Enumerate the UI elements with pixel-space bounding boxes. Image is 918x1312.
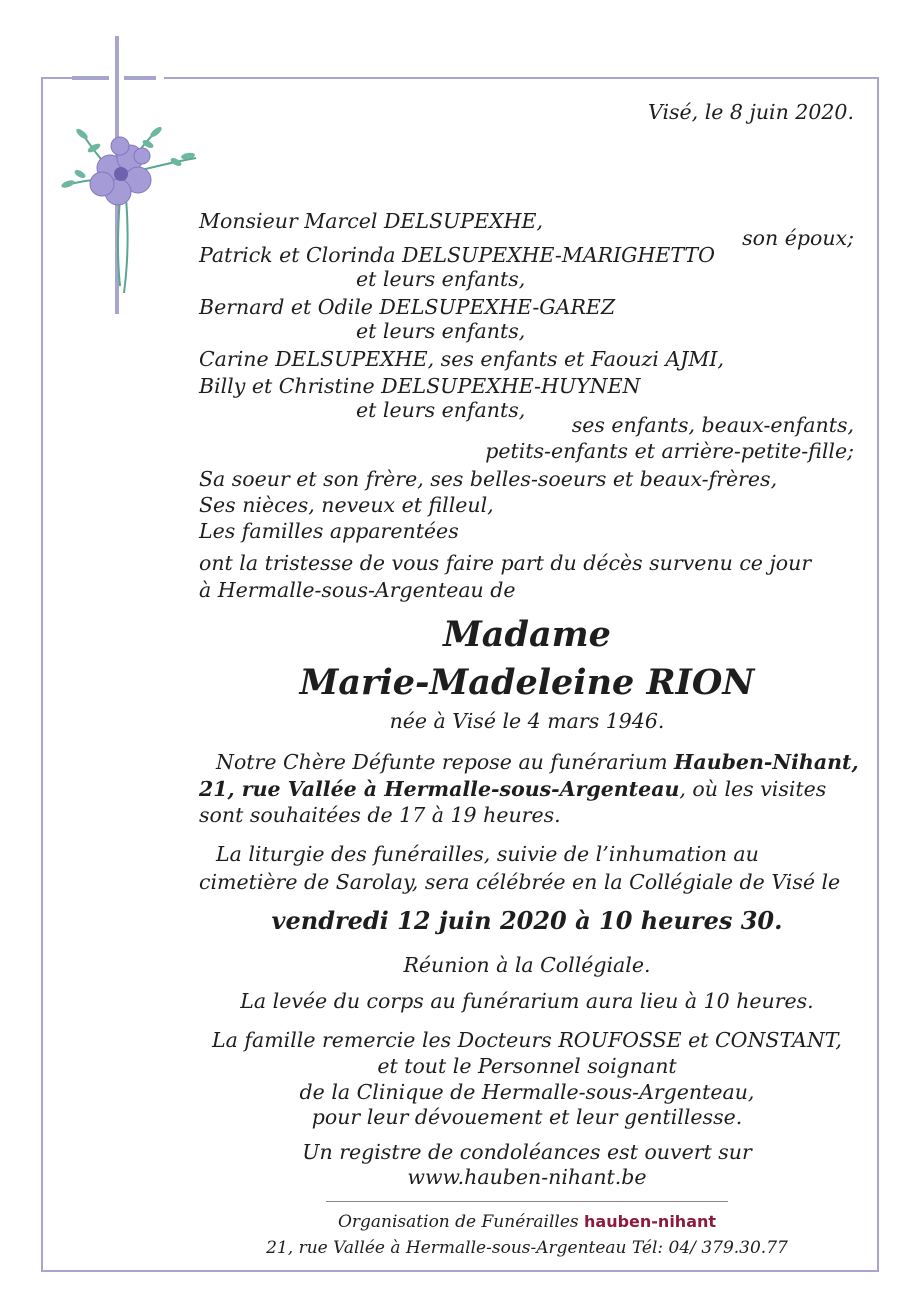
register-url[interactable]: www.hauben-nihant.be <box>407 1165 647 1189</box>
flower-bouquet-icon <box>58 118 203 303</box>
footer-address: 21, rue Vallée à Hermalle-sous-Argenteau Tél: 04/ 379.30.77 <box>266 1238 788 1258</box>
funerarium-line-2 <box>199 776 826 802</box>
footer-org-label: Organisation de Funérailles <box>337 1212 585 1232</box>
meeting-line: Réunion à la Collégiale. <box>403 953 651 977</box>
mourner-line-11: Les familles apparentées <box>199 519 459 543</box>
funerarium-address: 21, rue Vallée à Hermalle-sous-Argenteau <box>199 777 680 801</box>
cross-arm-right <box>124 76 156 80</box>
footer-organisation <box>199 1211 855 1233</box>
deceased-birth: née à Visé le 4 mars 1946. <box>389 709 665 733</box>
mourner-line-5: et leurs enfants, <box>356 319 526 343</box>
thanks-line-1: La famille remercie les Docteurs ROUFOSSE et CONSTANT, <box>212 1028 842 1052</box>
register-line: Un registre de condoléances est ouvert sur <box>302 1140 752 1164</box>
mourner-line-4: Bernard et Odile DELSUPEXHE-GAREZ <box>199 295 616 319</box>
funerarium-name: Hauben-Nihant, <box>674 750 859 774</box>
liturgy-line-2: cimetière de Sarolay, sera célébrée en la Collégiale de Visé le <box>199 870 841 894</box>
funerarium-line-3: sont souhaitées de 17 à 19 heures. <box>199 803 561 827</box>
mourner-line-10: Ses nièces, neveux et filleul, <box>199 493 494 517</box>
flower-center <box>114 167 128 181</box>
thanks-line-4: pour leur dévouement et leur gentillesse. <box>311 1105 743 1129</box>
funerarium-visits-text: , où les visites <box>679 777 827 801</box>
mourner-line-9: Sa soeur et son frère, ses belles-soeurs et beaux-frères, <box>199 467 778 491</box>
mourner-line-8: et leurs enfants, <box>356 398 526 422</box>
thanks-line-2: et tout le Personnel soignant <box>377 1054 677 1078</box>
children-label-1: ses enfants, beaux-enfants, <box>571 413 854 437</box>
footer-divider <box>326 1201 728 1202</box>
deceased-name: Marie-Madeleine RION <box>299 662 755 703</box>
funerarium-line-1 <box>216 749 859 775</box>
announcement-line-2: à Hermalle-sous-Argenteau de <box>199 578 516 602</box>
spouse-label: son époux; <box>742 226 854 250</box>
mourner-line-2: Patrick et Clorinda DELSUPEXHE-MARIGHETTO <box>199 243 715 267</box>
liturgy-line-1: La liturgie des funérailles, suivie de l’inhumation au <box>216 842 759 866</box>
mourner-line-7: Billy et Christine DELSUPEXHE-HUYNEN <box>199 374 641 398</box>
date-line: Visé, le 8 juin 2020. <box>648 100 854 124</box>
brand-logo: hauben-nihant <box>584 1212 717 1231</box>
mourner-line-1: Monsieur Marcel DELSUPEXHE, <box>199 209 544 233</box>
deceased-title: Madame <box>443 614 611 655</box>
thanks-line-3: de la Clinique de Hermalle-sous-Argenteau, <box>299 1080 755 1104</box>
funeral-date: vendredi 12 juin 2020 à 10 heures 30. <box>271 906 783 935</box>
announcement-line-1: ont la tristesse de vous faire part du décès survenu ce jour <box>199 551 812 575</box>
funerarium-text: Notre Chère Défunte repose au funérarium <box>216 750 675 774</box>
children-label-2: petits-enfants et arrière-petite-fille; <box>485 439 854 463</box>
cross-arm-left <box>72 76 109 80</box>
mourner-line-6: Carine DELSUPEXHE, ses enfants et Faouzi AJMI, <box>199 347 724 371</box>
levee-line: La levée du corps au funérarium aura lieu à 10 heures. <box>240 989 814 1013</box>
mourner-line-3: et leurs enfants, <box>356 267 526 291</box>
